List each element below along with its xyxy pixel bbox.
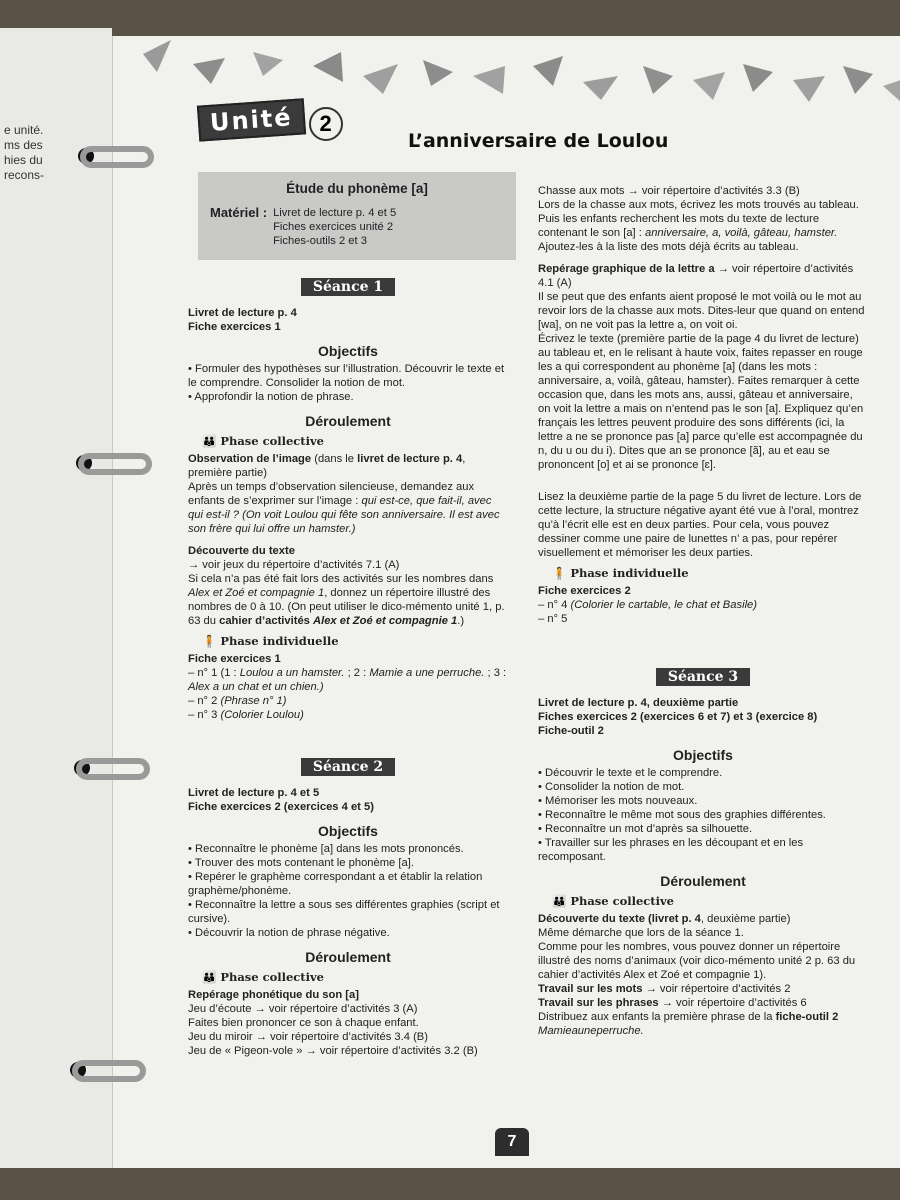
seance-3-objectif: • Travailler sur les phrases en les découpant et en les recomposant.: [538, 837, 804, 863]
right-column: [538, 184, 868, 1038]
obs-title: Observation de l’image: [188, 453, 312, 465]
fiche-part: (Colorier le cartable, le chat et Basile): [570, 599, 758, 611]
binder-ring: [72, 1060, 146, 1082]
fiche-part: Mamie: [369, 667, 403, 679]
decouverte-line: → voir jeux du répertoire d’activités 7.1 (A): [188, 559, 400, 571]
fiche-part: – n° 1 (1 :: [188, 667, 240, 679]
person-icon: 🧍: [552, 566, 571, 580]
fiche-part: – n° 2: [188, 695, 221, 707]
observation-text: [188, 480, 508, 536]
tm-part: → voir répertoire d’activités 2: [642, 983, 791, 995]
reperage-line: Jeu de « Pigeon-vole » → voir répertoire d’activités 3.2 (B): [188, 1045, 478, 1057]
tp-part: Travail sur les phrases: [538, 997, 659, 1009]
phase-label: Phase individuelle: [220, 634, 339, 648]
unit-header: [198, 102, 343, 141]
distribuez: [538, 1010, 868, 1024]
graph-part: Repérage graphique de la lettre a: [538, 263, 715, 275]
fiche-n4: [538, 598, 868, 612]
seance-3-objectif: • Mémoriser les mots nouveaux.: [538, 795, 698, 807]
reperage-line: Jeu du miroir → voir répertoire d’activités 3.4 (B): [188, 1031, 428, 1043]
phase-label: Phase individuelle: [570, 566, 689, 580]
fiche-title: Fiche exercices 2: [538, 585, 631, 597]
seance-2-ref: Fiche exercices 2 (exercices 4 et 5): [188, 801, 374, 813]
binder-ring: [78, 453, 152, 475]
graph-text: Il se peut que des enfants aient proposé le mot voilà ou le mot au revoir lors de la chasse aux mots. Dites-leur que quand on entend [wa], on ne voit pas la lettre a, on voit oi.: [538, 291, 865, 331]
seance-2-objectif: • Reconnaître le phonème [a] dans les mots prononcés.: [188, 843, 464, 855]
box-heading: Étude du phonème [a]: [286, 181, 428, 196]
obs-mid: (dans le: [311, 453, 358, 465]
fiche-n5: – n° 5: [538, 613, 568, 625]
phase-collective-heading: [202, 970, 508, 984]
materiel-item: Fiches-outils 2 et 3: [273, 235, 367, 247]
left-line: hies du: [4, 153, 43, 167]
seance-3-objectifs-title: Objectifs: [673, 747, 733, 763]
chasse-part: anniversaire, a, voilà, gâteau, hamster.: [644, 227, 838, 239]
travail-mots: [538, 982, 868, 996]
tp-part: → voir répertoire d’activités 6: [658, 997, 807, 1009]
reperage-line: Jeu d’écoute → voir répertoire d’activités 3 (A): [188, 1003, 418, 1015]
fiche-part: (Colorier Loulou): [220, 709, 304, 721]
page-number: 7: [495, 1128, 529, 1156]
mamie-sentence: Mamieauneperruche.: [538, 1025, 644, 1037]
seance-3-ref: Fiches exercices 2 (exercices 6 et 7) et 3 (exercice 8): [538, 711, 818, 723]
seance-2-objectif: • Découvrir la notion de phrase négative.: [188, 927, 390, 939]
group-people-icon: 👪: [202, 970, 221, 984]
materiel-label: Matériel :: [210, 205, 268, 220]
seance-3-objectif: • Consolider la notion de mot.: [538, 781, 685, 793]
seance-1-ref: Fiche exercices 1: [188, 321, 281, 333]
chasse-text: [538, 198, 868, 254]
seance-1-deroulement-title: Déroulement: [305, 413, 391, 429]
seance-3-ref: Fiche-outil 2: [538, 725, 604, 737]
seance-2-badge: Séance 2: [301, 758, 395, 776]
materiel-item: Livret de lecture p. 4 et 5: [273, 207, 397, 219]
seance-2-objectif: • Trouver des mots contenant le phonème [a].: [188, 857, 414, 869]
phase-collective-heading: [202, 434, 508, 448]
left-column: [188, 172, 508, 1058]
fiche-part: (Phrase n° 1): [220, 695, 287, 707]
decouverte-text: [188, 572, 508, 628]
materiel-list: [210, 206, 504, 248]
fiche-part: ; 3 :: [484, 667, 507, 679]
seance-2-objectif: • Reconnaître la lettre a sous ses différentes graphies (script et cursive).: [188, 899, 500, 925]
seance-3-objectif: • Découvrir le texte et le comprendre.: [538, 767, 723, 779]
dist-part: Distribuez aux enfants la première phrase de la: [538, 1011, 776, 1023]
materiel-table: [210, 206, 396, 248]
binder-ring: [76, 758, 150, 780]
phase-individuelle-heading: [552, 566, 868, 580]
seance-3-deroulement-title: Déroulement: [660, 873, 746, 889]
seance-2-objectif: • Repérer le graphème correspondant a et établir la relation graphème/phonème.: [188, 871, 483, 897]
seance-2-deroulement-title: Déroulement: [305, 949, 391, 965]
dec-text: .): [457, 615, 465, 627]
right-page: [112, 36, 900, 1168]
dec-part: Découverte du texte (livret p. 4: [538, 913, 701, 925]
lisez-text: Lisez la deuxième partie de la page 5 du livret de lecture. Lors de cette lecture, la structure négative ayant été vue à l’oral, montrez qu’à l’écrit elle est en deux parties. Pour cela, vous pouvez dessiner comme une paire de lunettes n’ a pas, pour repérer visuellement et mémoriser les deux parties.: [538, 491, 862, 559]
materiel-box: [198, 172, 516, 260]
materiel-item: Fiches exercices unité 2: [273, 221, 394, 233]
dec-italic: Alex et Zoé et compagnie 1: [188, 587, 325, 599]
seance-1-ref: Livret de lecture p. 4: [188, 307, 297, 319]
reperage-line: Faites bien prononcer ce son à chaque enfant.: [188, 1017, 419, 1029]
dist-part: fiche-outil 2: [775, 1011, 839, 1023]
seance-3-ref: Livret de lecture p. 4, deuxième partie: [538, 697, 739, 709]
seance-1-objectif: • Formuler des hypothèses sur l’illustration. Découvrir le texte et le comprendre. Consolider la notion de mot.: [188, 363, 505, 389]
seance-1-objectif: • Approfondir la notion de phrase.: [188, 391, 354, 403]
unit-number: 2: [309, 107, 343, 141]
seance-3-objectif: • Reconnaître le même mot sous des graphies différentes.: [538, 809, 826, 821]
tm-part: Travail sur les mots: [538, 983, 643, 995]
seance-3-decouverte: [538, 912, 868, 926]
seance-3-line: Même démarche que lors de la séance 1.: [538, 927, 744, 939]
chasse-part: Ajoutez-les à la liste des mots déjà écrits au tableau.: [538, 241, 799, 253]
triangle-border-decoration: [113, 36, 900, 106]
group-people-icon: 👪: [552, 894, 571, 908]
dec-text: Si cela n’a pas été fait lors des activités sur les nombres dans: [188, 573, 494, 585]
fiche-part: – n° 3: [188, 709, 221, 721]
seance-1-objectifs-title: Objectifs: [318, 343, 378, 359]
dec-part: , deuxième partie): [700, 913, 791, 925]
obs-italic: qui est-ce, que fait-il, avec qui est-il ? (On voit Loulou qui fête son anniversaire. Il est avec son frère qui lui offre un hamster.): [188, 495, 500, 535]
fiche-part: a un chat et un chien.): [209, 681, 324, 693]
fiche-n1: [188, 666, 508, 694]
fiche-part: a un hamster.: [273, 667, 345, 679]
chasse-line: Chasse aux mots → voir répertoire d’activités 3.3 (B): [538, 185, 800, 197]
seance-3-line: Comme pour les nombres, vous pouvez donner un répertoire illustré des noms d’animaux (voir dico-mémento unité 2 p. 63 du cahier d’activités Alex et Zoé et compagnie 1).: [538, 941, 856, 981]
left-page-text: [4, 123, 44, 183]
phase-label: Phase collective: [220, 434, 324, 448]
fiche-part: a une perruche.: [402, 667, 485, 679]
reperage-title: Repérage phonétique du son [a]: [188, 989, 359, 1001]
observation-para: [188, 452, 508, 480]
fiche-n3: [188, 708, 508, 722]
fiche-n2: [188, 694, 508, 708]
obs-end: , première partie): [188, 453, 466, 479]
phase-individuelle-heading: [202, 634, 508, 648]
phase-label: Phase collective: [220, 970, 324, 984]
left-line: recons-: [4, 168, 45, 182]
seance-1-badge: Séance 1: [301, 278, 395, 296]
unit-label: Unité: [197, 98, 306, 141]
binder-ring: [80, 146, 154, 168]
chasse-part: Lors de la chasse aux mots, écrivez les mots trouvés au tableau. Puis les enfants recherchent les mots du texte de lecture contenant le son [a] :: [538, 199, 859, 239]
fiche-part: – n° 4: [538, 599, 571, 611]
person-icon: 🧍: [202, 634, 221, 648]
seance-2-objectifs-title: Objectifs: [318, 823, 378, 839]
left-line: ms des: [4, 138, 43, 152]
left-page: [0, 28, 112, 1168]
phase-collective-heading: [552, 894, 868, 908]
seance-3-objectif: • Reconnaître un mot d’après sa silhouette.: [538, 823, 753, 835]
ecrivez-text: Écrivez le texte (première partie de la page 4 du livret de lecture) au tableau et, en le relisant à haute voix, faites repasser en rouge les a qui correspondent au phonème [a] (dans les mots : anniversaire, a, voilà, gâteau, hamster). Faites remarquer à cette occasion que, dans les mots ans, aussi, gâteau et anniversaire, on voit la lettre a mais on n’entend pas le son [a]. Expliquez qu’en français les lettres peuvent produire des sons différents (ici, la lettre a ne se prononce pas [a] parce qu’elle est accompagnée du n, du u ou du i). Dites que an se prononce [ã], au et eau se prononcent [o] et ai se prononce [ɛ].: [538, 333, 864, 471]
phase-label: Phase collective: [570, 894, 674, 908]
travail-phrases: [538, 996, 868, 1010]
obs-text: Après un temps d’observation silencieuse, demandez aux enfants de s’exprimer sur l’image :: [188, 481, 475, 507]
dec-bold: cahier d’activités: [219, 615, 314, 627]
obs-bold: livret de lecture p. 4: [357, 453, 463, 465]
left-line: e unité.: [4, 123, 44, 137]
page-title: L’anniversaire de Loulou: [408, 130, 669, 152]
seance-3-badge: Séance 3: [656, 668, 750, 686]
decouverte-title: Découverte du texte: [188, 545, 295, 557]
fiche-part: Loulou: [239, 667, 274, 679]
dec-text: , donnez un répertoire illustré des nombres de 0 à 10. (On peut utiliser le dico-mémento unité 1, p. 63 du: [188, 587, 505, 627]
dec-bold-italic: Alex et Zoé et compagnie 1: [313, 615, 458, 627]
graph-line: [538, 262, 868, 290]
fiche-title: Fiche exercices 1: [188, 653, 281, 665]
fiche-part: ; 2 :: [344, 667, 370, 679]
seance-2-ref: Livret de lecture p. 4 et 5: [188, 787, 320, 799]
graph-part: → voir répertoire d’activités 4.1 (A): [538, 263, 854, 289]
fiche-part: Alex: [188, 681, 210, 693]
group-people-icon: 👪: [202, 434, 221, 448]
